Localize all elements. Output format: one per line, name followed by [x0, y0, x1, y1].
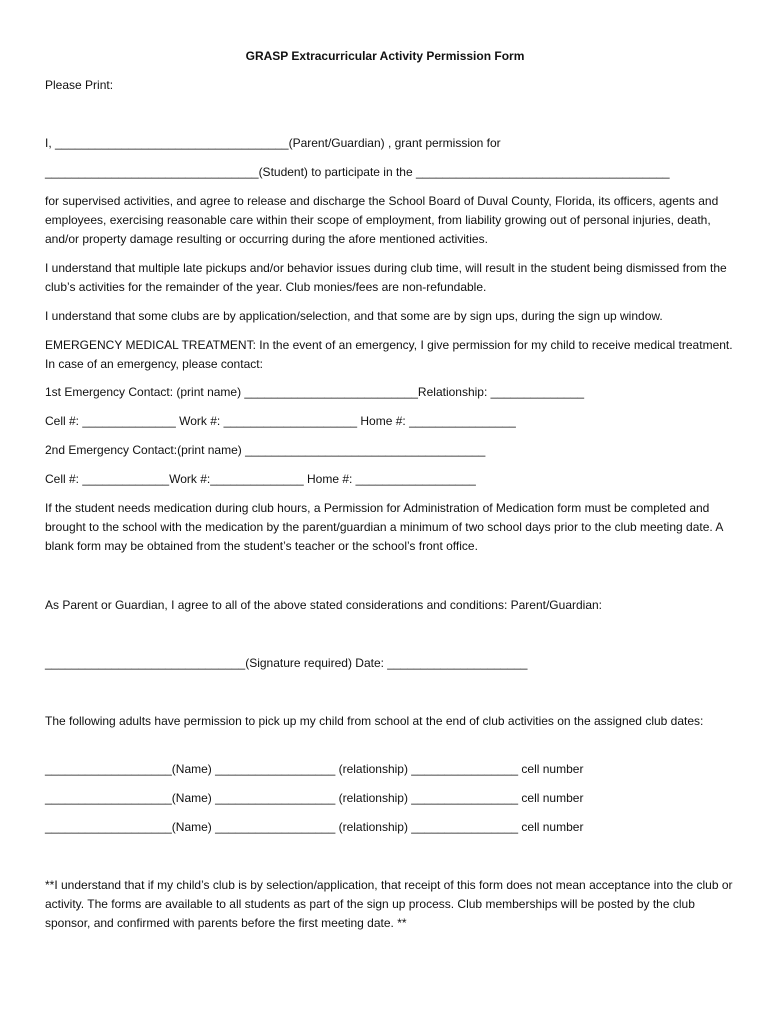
- pickup-adult-row: ___________________(Name) __________________ (relationship) ________________ cell number: [45, 820, 584, 834]
- second-contact-phone-line: Cell #: _____________Work #:______________ Home #: __________________: [45, 472, 476, 486]
- pickup-adults-paragraph: The following adults have permission to pick up my child from school at the end of club activities on the assigned club dates:: [45, 714, 704, 728]
- selection-footnote-paragraph: **I understand that if my child’s club is by selection/application, that receipt of this form does not mean acceptance into the club or activity. The forms are available to all students as part of the sign up process. Club memberships will be posted by the club sponsor, and confirmed with parents before the first meeting date. **: [45, 878, 733, 930]
- signature-date-line: ______________________________(Signature required) Date: _____________________: [45, 656, 528, 670]
- second-emergency-contact-line: 2nd Emergency Contact:(print name) ____________________________________: [45, 443, 486, 457]
- form-title: GRASP Extracurricular Activity Permission Form: [245, 49, 525, 63]
- first-contact-phone-line: Cell #: ______________ Work #: ____________________ Home #: ________________: [45, 414, 516, 428]
- release-paragraph: for supervised activities, and agree to release and discharge the School Board of Duval County, Florida, its officers, agents and employees, exercising reasonable care within their scope of employment, from liability growing out of personal injuries, death, and/or property damage resulting or occurring during the afore mentioned activities.: [45, 194, 719, 246]
- please-print-label: Please Print:: [45, 78, 114, 92]
- late-pickups-paragraph: I understand that multiple late pickups and/or behavior issues during club time, will result in the student being dismissed from the club’s activities for the remainder of the year. Club monies/fees are non-refundable.: [45, 261, 727, 294]
- pickup-adult-row: ___________________(Name) __________________ (relationship) ________________ cell number: [45, 762, 584, 776]
- pickup-adult-row: ___________________(Name) __________________ (relationship) ________________ cell number: [45, 791, 584, 805]
- agreement-paragraph: As Parent or Guardian, I agree to all of the above stated considerations and conditions: Parent/Guardian:: [45, 598, 603, 612]
- emergency-treatment-paragraph: EMERGENCY MEDICAL TREATMENT: In the event of an emergency, I give permission for my child to receive medical treatment. In case of an emergency, please contact:: [45, 338, 733, 371]
- selection-paragraph: I understand that some clubs are by application/selection, and that some are by sign ups, during the sign up window.: [45, 309, 663, 323]
- parent-guardian-line: I, ___________________________________(Parent/Guardian) , grant permission for: [45, 136, 501, 150]
- first-emergency-contact-line: 1st Emergency Contact: (print name) __________________________Relationship: ______________: [45, 385, 585, 399]
- student-activity-line: ________________________________(Student) to participate in the ______________________________________: [45, 165, 670, 179]
- medication-paragraph: If the student needs medication during club hours, a Permission for Administration of Medication form must be completed and brought to the school with the medication by the parent/guardian a minimum of two school days prior to the club meeting date. A blank form may be obtained from the student’s teacher or the school’s front office.: [45, 501, 723, 553]
